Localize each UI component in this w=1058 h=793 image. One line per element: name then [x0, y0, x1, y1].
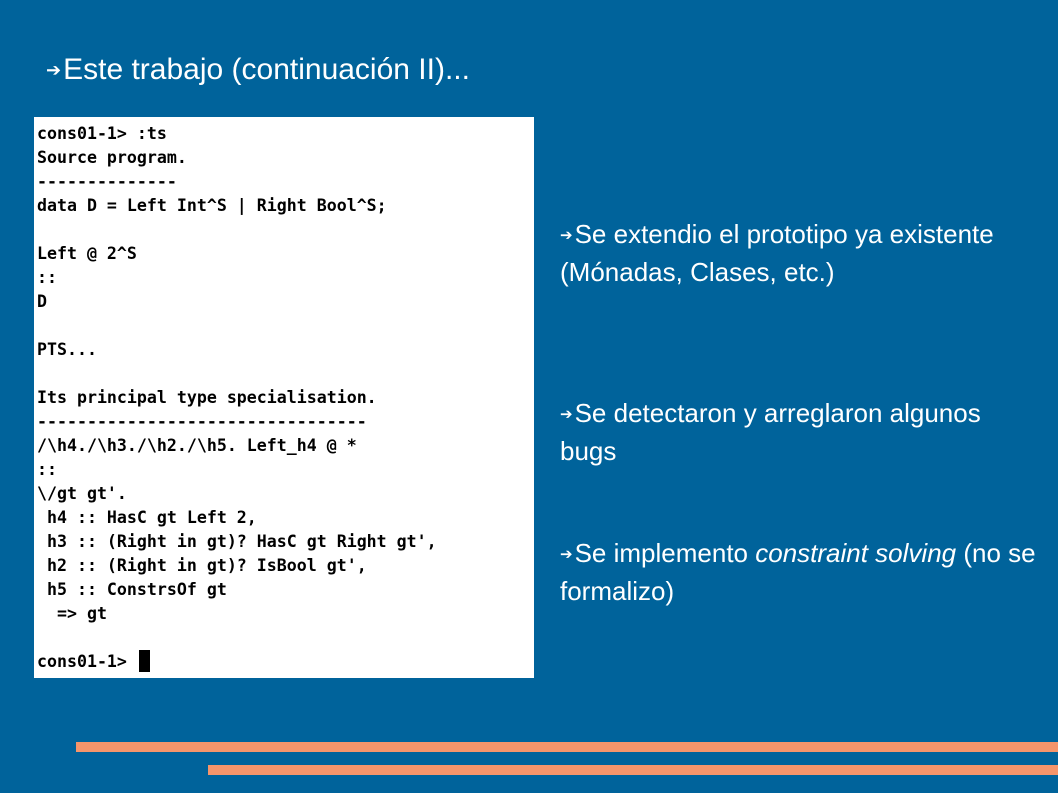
terminal-line: data D = Left Int^S | Right Bool^S;	[37, 196, 387, 215]
bullet-item	[560, 395, 1040, 470]
bullet-item	[560, 216, 1040, 291]
terminal-line: ::	[37, 268, 57, 287]
terminal-line	[37, 314, 534, 338]
accent-bar-bottom	[208, 765, 1058, 775]
terminal-line: Source program.	[37, 148, 187, 167]
terminal-line	[37, 362, 534, 386]
bullet-text-italic: constraint solving	[755, 538, 957, 568]
terminal-prompt-line	[37, 650, 534, 674]
bullet-text-suffix: (no se formalizo)	[560, 538, 1036, 606]
terminal-line	[37, 218, 534, 242]
terminal-line: h3 :: (Right in gt)? HasC gt Right gt',	[37, 532, 437, 551]
terminal-line: => gt	[37, 604, 107, 623]
terminal-line: h2 :: (Right in gt)? IsBool gt',	[37, 556, 367, 575]
cursor-icon	[139, 650, 150, 672]
terminal-line: h5 :: ConstrsOf gt	[37, 580, 227, 599]
terminal-line	[37, 626, 534, 650]
slide-title	[46, 50, 470, 90]
arrow-icon: ➔	[46, 60, 62, 80]
terminal-line: Its principal type specialisation.	[37, 388, 377, 407]
terminal-line: PTS...	[37, 340, 97, 359]
terminal-screenshot	[34, 117, 534, 678]
terminal-line: cons01-1> :ts	[37, 124, 167, 143]
terminal-line: D	[37, 292, 47, 311]
terminal-prompt: cons01-1>	[37, 652, 137, 671]
terminal-line: ::	[37, 460, 57, 479]
terminal-line: Left @ 2^S	[37, 244, 137, 263]
bullet-item	[560, 535, 1040, 610]
terminal-line: ---------------------------------	[37, 412, 367, 431]
arrow-icon: ➔	[560, 406, 573, 423]
terminal-line: h4 :: HasC gt Left 2,	[37, 508, 257, 527]
slide-title-text: Este trabajo (continuación II)...	[63, 53, 470, 86]
bullet-text: Se detectaron y arreglaron algunos bugs	[560, 398, 981, 466]
accent-bar-top	[76, 742, 1058, 752]
terminal-line: \/gt gt'.	[37, 484, 127, 503]
terminal-line: --------------	[37, 172, 177, 191]
bullet-text-prefix: Se implemento	[574, 538, 756, 568]
terminal-line: /\h4./\h3./\h2./\h5. Left_h4 @ *	[37, 436, 357, 455]
arrow-icon: ➔	[560, 546, 573, 563]
bullet-text: Se extendio el prototipo ya existente (Mónadas, Clases, etc.)	[560, 219, 994, 287]
arrow-icon: ➔	[560, 227, 573, 244]
